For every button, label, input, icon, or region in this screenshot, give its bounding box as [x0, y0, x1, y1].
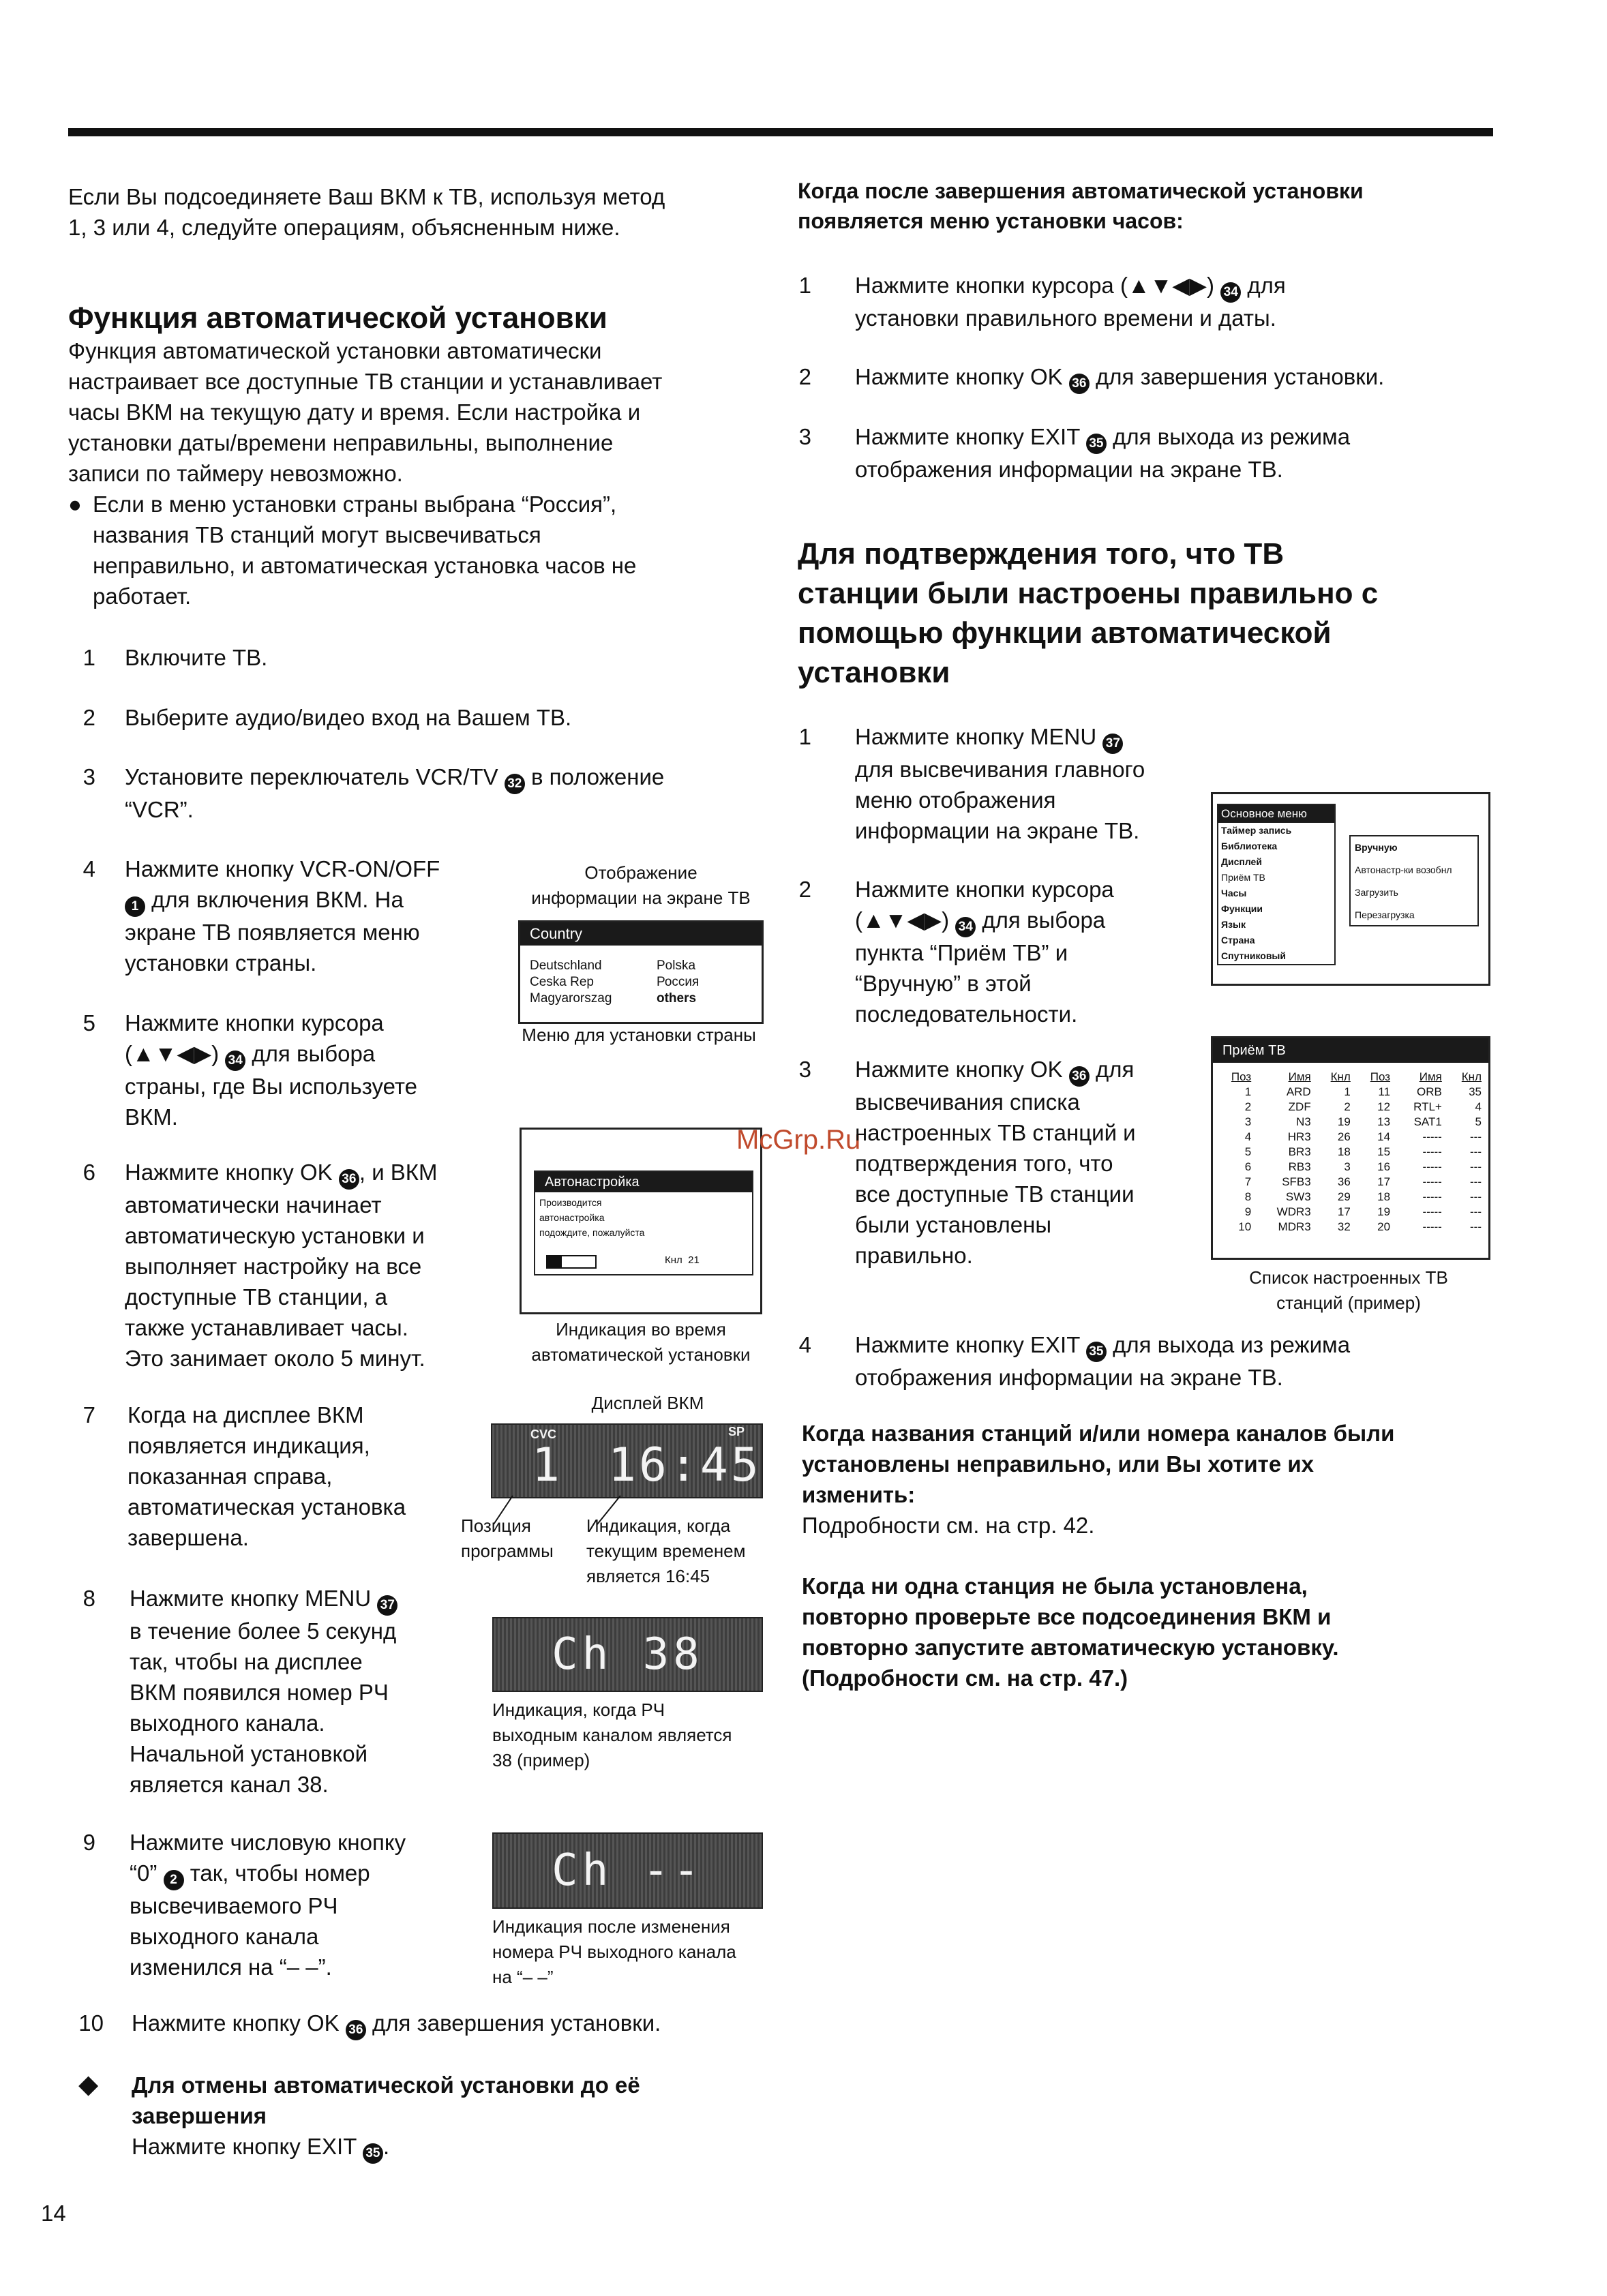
bullet-dot: ● [68, 492, 82, 517]
vcr-display: CVC SP 1 16:45 [491, 1423, 763, 1498]
tv-list-header: Приём ТВ [1213, 1038, 1488, 1063]
intro-text: Если Вы подсоединяете Ваш ВКМ к ТВ, используя метод 1, 3 или 4, следуйте операциям, объясненным ниже. [68, 184, 665, 240]
table-row: 5 BR3 18 15 ----- --- [1244, 1145, 1482, 1158]
none-note: Когда ни одна станция не была установлена, повторно проверьте все подсоединения ВКМ и повторно запустите автоматическую установку. (Подробности см. на стр. 47.) [802, 1573, 1339, 1691]
tv-list-screen [1211, 1036, 1490, 1260]
diamond-icon: ◆ [78, 2070, 99, 2099]
button-ref-icon: 35 [363, 2143, 383, 2164]
step-number: 6 [82, 1160, 95, 1185]
wrong-note: Когда названия станций и/или номера каналов были установлены неправильно, или Вы хотите их изменить: Подробности см. на стр. 42. [802, 1421, 1395, 1538]
autotune-header: Автонастройка [535, 1172, 752, 1192]
button-ref-icon: 37 [1102, 734, 1123, 754]
top-rule [68, 128, 1493, 136]
tv-list-table: Поз Имя Кнл Поз Имя Кнл 1 ARD 1 11 ORB 35 2 ZDF 2 12 RTL+ 4 3 N3 19 13 SAT1 5 4 HR3 26 14 ----- --- 5 BR3 18 15 ----- --- 6 RB3 3 16 ----- --- 7 SFB3 36 17 ----- --- 8 SW3 29 18 ----- --- 9 WDR3 17 19 ----- --- 10 MDR3 32 20 ----- --- [1216, 1070, 1486, 1235]
button-ref-icon: 36 [1069, 1066, 1090, 1087]
display-fig-title: Дисплей ВКМ [591, 1393, 704, 1413]
chdash-caption: Индикация после изменения номера РЧ выходного канала на “– –” [492, 1916, 736, 1987]
step-number: 5 [82, 1010, 95, 1036]
auto-bullet: ● Если в меню установки страны выбрана “Россия”, названия ТВ станций могут высвечиваться неправильно, и автоматическая установка часов не работает. [68, 489, 636, 611]
step-text: Нажмите кнопку OK 36 для завершения установки. [132, 2008, 661, 2040]
step-number: 3 [82, 764, 95, 789]
button-ref-icon: 2 [164, 1870, 184, 1890]
step-text: Нажмите кнопку EXIT 35 для выхода из режима отображения информации на экране ТВ. [855, 424, 1351, 482]
display-label-left: Позиция программы [461, 1515, 554, 1561]
step-number: 8 [82, 1586, 95, 1611]
table-row: 8 SW3 29 18 ----- --- [1244, 1190, 1482, 1203]
ch38-caption: Индикация, когда РЧ выходным каналом является 38 (пример) [492, 1700, 732, 1770]
step-number: 9 [82, 1830, 95, 1855]
button-ref-icon: 34 [955, 917, 976, 937]
autotune-caption: Индикация во время автоматической установки [531, 1319, 751, 1365]
tv-list-caption: Список настроенных ТВ станций (пример) [1249, 1267, 1448, 1313]
confirm-title: Для подтверждения того, что ТВ станции были настроены правильно с помощью функции автоматической установки [798, 537, 1379, 689]
step-text: Нажмите кнопку OK 36 , и ВКМ автоматически начинает автоматическую установки и выполняет настройку на все доступные ТВ станции, а также устанавливает часы. Это занимает около 5 минут. [125, 1160, 438, 1371]
vcr-display-chdash: Ch -- [492, 1832, 763, 1909]
button-ref-icon: 34 [225, 1051, 245, 1071]
step-text: Установите переключатель VCR/TV 32 в положение “VCR”. [125, 764, 665, 822]
vcr-display-ch38: Ch 38 [492, 1617, 763, 1692]
table-row: 9 WDR3 17 19 ----- --- [1244, 1205, 1482, 1218]
step-number: 3 [798, 1057, 811, 1082]
table-row: 1 ARD 1 11 ORB 35 [1244, 1085, 1482, 1098]
main-menu-screen: Основное меню Таймер запись Библиотека Дисплей Приём ТВ Часы Функции Язык Страна Спутниковый Вручную Автонастр-ки возобнл Загрузить Перезагрузка [1211, 792, 1490, 986]
table-row: 10 MDR3 32 20 ----- --- [1238, 1220, 1482, 1233]
step-text: Включите ТВ. [125, 645, 268, 670]
table-row: 3 N3 19 13 SAT1 5 [1244, 1115, 1482, 1128]
table-row: 6 RB3 3 16 ----- --- [1244, 1160, 1482, 1173]
step-text: Нажмите кнопки курсора (▲▼◀▶) 34 для выбора страны, где Вы используете ВКМ. [125, 1010, 417, 1130]
step-number: 1 [82, 645, 95, 670]
country-menu-screen: Country Deutschland Ceska Rep Magyarorszag Polska Россия others [518, 920, 764, 1024]
watermark: McGrp.Ru [736, 1125, 861, 1155]
clock-title: Когда после завершения автоматической установки появляется меню установки часов: [798, 179, 1364, 233]
step-text: Нажмите кнопку MENU 37 для высвечивания главного меню отображения информации на экране ТВ. [855, 724, 1145, 843]
country-fig-caption: Меню для установки страны [522, 1025, 756, 1045]
step-text: Нажмите кнопку MENU 37 в течение более 5 секунд так, чтобы на дисплее ВКМ появился номер РЧ выходного канала. Начальной установкой является канал 38. [130, 1583, 397, 1800]
auto-body: Функция автоматической установки автоматически настраивает все доступные ТВ станции и устанавливает часы ВКМ на текущую дату и время. Если настройка и установки даты/времени неправильны, выполнение записи по таймеру невозможно. [68, 338, 663, 486]
step-text: Нажмите кнопку OK 36 для высвечивания списка настроенных ТВ станций и подтверждения того, что все доступные ТВ станции были установлены правильно. [855, 1057, 1136, 1268]
step-text: Нажмите кнопку EXIT 35 для выхода из режима отображения информации на экране ТВ. [855, 1332, 1351, 1390]
step-text: Нажмите кнопки курсора (▲▼◀▶) 34 для установки правильного времени и даты. [855, 273, 1286, 331]
step-number: 2 [798, 364, 811, 389]
button-ref-icon: 37 [377, 1595, 397, 1616]
country-fig-caption-top: Отображение информации на экране ТВ [531, 862, 751, 908]
button-ref-icon: 36 [1069, 374, 1090, 394]
step-text: Выберите аудио/видео вход на Вашем ТВ. [125, 705, 572, 730]
main-menu-header: Основное меню [1218, 805, 1334, 823]
page-number: 14 [41, 2201, 66, 2226]
step-text: Нажмите кнопку OK 36 для завершения установки. [855, 361, 1384, 394]
progress-fill [547, 1256, 562, 1267]
button-ref-icon: 35 [1086, 1342, 1107, 1362]
step-number: 4 [82, 856, 95, 881]
progress-bar [546, 1255, 597, 1269]
step-text: Нажмите кнопки курсора (▲▼◀▶) 34 для выбора пункта “Приём ТВ” и “Вручную” в этой последовательности. [855, 877, 1114, 1027]
step-number: 1 [798, 724, 811, 749]
table-row: 7 SFB3 36 17 ----- --- [1244, 1175, 1482, 1188]
table-row: 2 ZDF 2 12 RTL+ 4 [1244, 1100, 1482, 1113]
step-number: 3 [798, 424, 811, 449]
step-text: Когда на дисплее ВКМ появляется индикация, показанная справа, автоматическая установка завершена. [127, 1402, 406, 1550]
button-ref-icon: 34 [1220, 282, 1241, 303]
table-row: 4 HR3 26 14 ----- --- [1244, 1130, 1482, 1143]
auto-title: Функция автоматической установки [68, 301, 607, 335]
step-number: 7 [82, 1402, 95, 1428]
cancel-note: Для отмены автоматической установки до её завершения Нажмите кнопку EXIT 35 . [132, 2070, 640, 2164]
button-ref-icon: 36 [339, 1169, 359, 1190]
step-number: 2 [798, 877, 811, 902]
step-number: 1 [798, 273, 811, 298]
step-number: 10 [78, 2010, 104, 2036]
button-ref-icon: 35 [1086, 434, 1107, 454]
menu-header: Country [520, 922, 762, 946]
display-label-right: Индикация, когда текущим временем является 16:45 [586, 1515, 746, 1586]
button-ref-icon: 36 [346, 2020, 366, 2040]
button-ref-icon: 1 [125, 896, 145, 917]
autotune-screen: Автонастройка Производится автонастройка подождите, пожалуйста Кнл 21 [520, 1128, 762, 1314]
button-ref-icon: 32 [505, 774, 525, 794]
step-number: 4 [798, 1332, 811, 1357]
step-number: 2 [82, 705, 95, 730]
step-text: Нажмите кнопку VCR-ON/OFF 1 для включения ВКМ. На экране ТВ появляется меню установки страны. [125, 856, 440, 976]
step-text: Нажмите числовую кнопку “0” 2 так, чтобы номер высвечиваемого РЧ выходного канала изменился на “– –”. [130, 1830, 406, 1980]
